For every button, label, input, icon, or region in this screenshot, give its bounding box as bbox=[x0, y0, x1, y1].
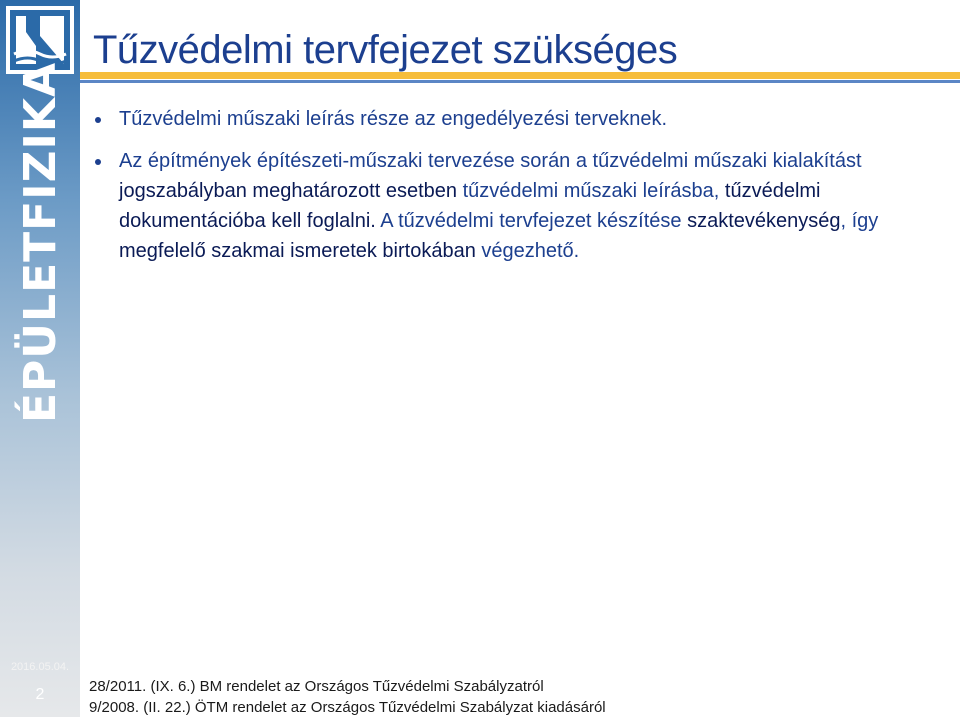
bullet-item-1 bbox=[95, 104, 940, 134]
bullet-2-part-3: A tűzvédelmi tervfejezet készítése bbox=[375, 210, 688, 232]
bullet-1-text: Tűzvédelmi műszaki leírás része az engedélyezési terveknek. bbox=[119, 108, 668, 130]
bullet-2-part-2: tűzvédelmi műszaki leírásba, bbox=[457, 180, 725, 202]
bullet-2-emphasis-2: tűzvédelmi dokumentációba kell foglalni. bbox=[119, 180, 821, 232]
bullet-2-part-5: végezhető. bbox=[475, 240, 580, 262]
vertical-title-text: ÉPÜLETFIZIKA bbox=[14, 61, 66, 423]
footer-reference-2: 9/2008. (II. 22.) ÖTM rendelet az Országos Tűzvédelmi Szabályzat kiadásáról bbox=[89, 699, 606, 716]
bullet-2-emphasis-3: szaktevékenység bbox=[687, 210, 841, 232]
title-accent-rule bbox=[80, 72, 960, 79]
bullet-item-2 bbox=[95, 146, 940, 266]
bullet-2-part-1: Az építmények építészeti-műszaki tervezése során a tűzvédelmi műszaki kialakítást bbox=[119, 150, 862, 172]
page-number: 2 bbox=[35, 686, 45, 703]
footer-reference-1: 28/2011. (IX. 6.) BM rendelet az Országos Tűzvédelmi Szabályzatról bbox=[89, 678, 544, 695]
sidebar bbox=[0, 0, 80, 717]
bullet-2-part-4: , így bbox=[840, 210, 879, 232]
slide-title: Tűzvédelmi tervfejezet szükséges bbox=[93, 28, 678, 72]
slide-date: 2016.05.04. bbox=[10, 661, 70, 673]
bullet-2-emphasis-1: jogszabályban meghatározott esetben bbox=[119, 180, 458, 202]
bullet-list bbox=[95, 104, 940, 278]
bullet-2-emphasis-4: megfelelő szakmai ismeretek birtokában bbox=[119, 240, 476, 262]
footer-references bbox=[89, 676, 949, 718]
vertical-title bbox=[0, 61, 80, 423]
title-underline bbox=[80, 80, 960, 83]
